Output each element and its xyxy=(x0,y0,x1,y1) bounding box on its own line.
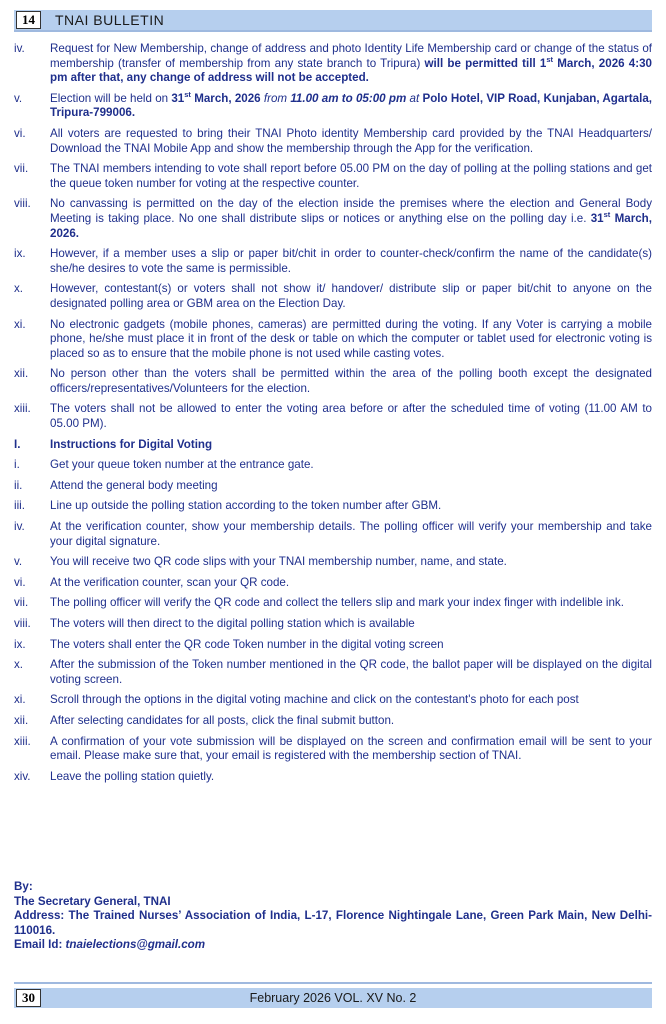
text-run: You will receive two QR code slips with your TNAI membership number, name, and state. xyxy=(50,555,507,569)
list-item xyxy=(14,282,652,311)
list-item-text xyxy=(50,693,652,708)
list-item-number: viii. xyxy=(14,197,31,211)
list-item-number: ix. xyxy=(14,247,26,261)
footer-page-number: 30 xyxy=(16,989,41,1007)
text-run: 31 xyxy=(590,211,604,225)
list-item-number: xiv. xyxy=(14,769,31,783)
text-run: Instructions for Digital Voting xyxy=(50,437,213,451)
text-run: At the verification counter, scan your QR code. xyxy=(50,575,290,589)
list-item xyxy=(14,162,652,191)
list-item-number: xiii. xyxy=(14,402,31,416)
signature-by: By: xyxy=(14,880,33,893)
list-item-number: vi. xyxy=(14,126,26,140)
list-item-text xyxy=(50,617,652,632)
list-item xyxy=(14,693,652,708)
list-item-text xyxy=(50,247,652,276)
footer-bar xyxy=(14,988,652,1008)
list-item xyxy=(14,555,652,570)
list-item xyxy=(14,402,652,431)
list-item-number: viii. xyxy=(14,617,31,630)
text-run: Attend the general body meeting xyxy=(50,478,218,492)
text-run: March, 2026 4:30 pm after that, any change of address will not be accepted. xyxy=(50,56,653,85)
footer-divider xyxy=(14,982,652,984)
list-item-text xyxy=(50,197,652,241)
text-run: Polo Hotel, VIP Road, Kunjaban, Agartala, Tripura-799006. xyxy=(50,91,653,120)
list-item-number: ii. xyxy=(14,478,23,492)
list-item xyxy=(14,520,652,549)
list-item xyxy=(14,318,652,362)
list-item-text xyxy=(50,735,652,764)
signature-block xyxy=(14,880,652,953)
list-item-number: xi. xyxy=(14,693,26,707)
list-item xyxy=(14,89,653,121)
list-item-number: iii. xyxy=(14,499,25,513)
text-run: Request for New Membership, change of address and photo Identity Life Membership card or change of the status of membership (transfer of membership from any state branch to Tripura) xyxy=(50,42,652,70)
text-run: No electronic gadgets (mobile phones, cameras) are permitted during the voting. If any Voter is carrying a mobile phone, he/she must place it in front of the desk or table on which the computer or tablet used for electronic voting is placed so as to ensure that the mobile phone is not used while casting votes. xyxy=(50,317,652,360)
list-item xyxy=(14,770,652,785)
list-item-text xyxy=(50,89,653,121)
list-item-text xyxy=(50,42,652,86)
text-run: After the submission of the Token number mentioned in the QR code, the ballot paper will be displayed on the digital voting screen. xyxy=(50,658,652,686)
list-item-text xyxy=(50,127,652,156)
list-item-text xyxy=(50,499,652,514)
text-run: All voters are requested to bring their TNAI Photo identity Membership card provided by the TNAI Headquarters/ Download the TNAI Mobile App and show the membership through the App for the verification. xyxy=(50,126,652,155)
list-item-number: vi. xyxy=(14,575,26,589)
text-run: at xyxy=(409,91,423,105)
list-item-text xyxy=(50,438,652,453)
list-item-number: iv. xyxy=(14,42,25,55)
list-item-text xyxy=(50,770,652,785)
list-item-number: ix. xyxy=(14,637,26,651)
text-run: Line up outside the polling station according to the token number after GBM. xyxy=(50,499,442,513)
list-item-number: xii. xyxy=(14,713,29,727)
list-item xyxy=(14,658,652,687)
text-run: The voters shall not be allowed to enter the voting area before or after the scheduled time of voting (11.00 AM to 05.00 PM). xyxy=(50,402,652,431)
list-item-text xyxy=(50,458,652,473)
list-item-text xyxy=(50,479,652,494)
list-item-text xyxy=(50,367,652,396)
text-run: The voters will then direct to the digital polling station which is available xyxy=(50,617,415,630)
signature-address: Address: The Trained Nurses’ Association of India, L-17, Florence Nightingale Lane, Green Park Main, New Delhi- 110016. xyxy=(14,909,652,937)
list-item-number: v. xyxy=(14,91,23,105)
list-item-text xyxy=(50,596,652,611)
text-run: A confirmation of your vote submission will be displayed on the screen and confirmation email will be sent to your email. Please make sure that, your email is registered with the membership section of TNAI. xyxy=(50,734,652,763)
header-bar xyxy=(14,10,652,30)
text-run: 11.00 am to 05:00 pm xyxy=(290,91,410,105)
list-item-text xyxy=(50,282,652,311)
text-run: The polling officer will verify the QR code and collect the tellers slip and mark your index finger with indelible ink. xyxy=(50,596,624,610)
text-run: st xyxy=(603,210,611,220)
list-item xyxy=(14,458,652,473)
header-title: TNAI BULLETIN xyxy=(55,12,165,28)
list-item-text xyxy=(50,555,652,570)
list-item xyxy=(14,735,652,764)
list-item xyxy=(14,247,652,276)
text-run: will be permitted till 1 xyxy=(424,56,547,70)
list-item xyxy=(14,197,652,241)
list-item-number: i. xyxy=(14,458,20,472)
list-item xyxy=(14,596,652,611)
header-page-number: 14 xyxy=(16,11,41,29)
text-run: However, if a member uses a slip or paper bit/chit in order to counter-check/confirm the name of the candidate(s) she/he desires to vote the same is permissible. xyxy=(50,247,652,275)
text-run: The TNAI members intending to vote shall report before 05.00 PM on the day of polling at the polling stations and get the queue token number for voting at the respective counter. xyxy=(50,162,652,190)
list-item-number: vii. xyxy=(14,596,29,610)
text-run: Get your queue token number at the entrance gate. xyxy=(50,458,314,472)
list-item xyxy=(14,479,652,494)
list-item-text xyxy=(50,402,652,431)
list-item xyxy=(14,42,652,86)
list-item xyxy=(14,638,652,653)
list-item-number: xi. xyxy=(14,317,26,331)
instruction-list xyxy=(14,42,652,790)
signature-email-label: Email Id: xyxy=(14,938,66,952)
text-run: At the verification counter, show your membership details. The polling officer will verify your membership and take your digital signature. xyxy=(50,520,652,548)
text-run: Leave the polling station quietly. xyxy=(50,769,215,783)
list-item-number: xiii. xyxy=(14,734,31,748)
text-run: March, 2026 xyxy=(190,91,264,105)
text-run: Scroll through the options in the digital voting machine and click on the contestant's photo for each post xyxy=(50,693,579,707)
text-run: After selecting candidates for all posts, click the final submit button. xyxy=(50,713,395,727)
section-heading xyxy=(14,438,652,453)
list-item xyxy=(14,499,652,514)
header-divider xyxy=(14,30,652,32)
text-run: However, contestant(s) or voters shall not show it/ handover/ distribute slip or paper bit/chit to anyone on the designated polling area or GBM area on the Election Day. xyxy=(50,282,652,310)
list-item-text xyxy=(50,520,652,549)
text-run: The voters shall enter the QR code Token number in the digital voting screen xyxy=(50,637,444,651)
list-item xyxy=(14,127,652,156)
list-item-number: vii. xyxy=(14,162,29,176)
text-run: st xyxy=(184,89,191,99)
list-item-number: iv. xyxy=(14,520,25,534)
list-item-text xyxy=(50,576,652,591)
text-run: st xyxy=(546,54,554,64)
text-run: Election will be held on xyxy=(50,91,172,105)
text-run: No person other than the voters shall be permitted within the area of the polling booth except the designated officers/representatives/Volunteers for the election. xyxy=(50,367,652,395)
list-item-number: x. xyxy=(14,282,24,296)
list-item xyxy=(14,714,652,729)
list-item xyxy=(14,617,652,632)
text-run: from xyxy=(263,91,291,105)
text-run: No canvassing is permitted on the day of the election inside the premises where the election and General Body Meeting is taking place. No one shall distribute slips or notices or anything else on the polling day i.e. xyxy=(50,197,652,225)
footer-issue: February 2026 VOL. XV No. 2 xyxy=(249,991,417,1005)
list-item xyxy=(14,367,652,396)
signature-email: tnaielections@gmail.com xyxy=(65,938,206,952)
list-item-text xyxy=(50,318,652,362)
list-item-text xyxy=(50,714,652,729)
list-item xyxy=(14,576,652,591)
list-item-number: I. xyxy=(14,437,21,451)
signature-email-line xyxy=(14,938,652,953)
list-item-text xyxy=(50,162,652,191)
list-item-number: x. xyxy=(14,658,24,672)
signature-name: The Secretary General, TNAI xyxy=(14,894,171,908)
text-run: March, 2026. xyxy=(50,211,652,240)
list-item-text xyxy=(50,658,652,687)
text-run: 31 xyxy=(171,91,185,105)
list-item-number: v. xyxy=(14,555,23,569)
list-item-text xyxy=(50,638,652,653)
list-item-number: xii. xyxy=(14,367,29,381)
